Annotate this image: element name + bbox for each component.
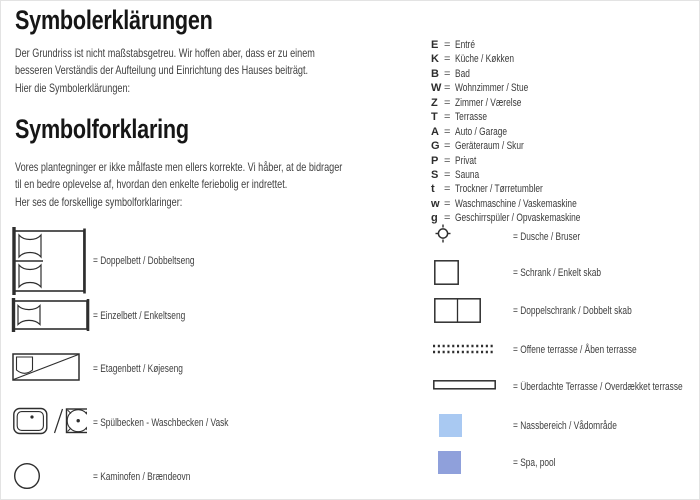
letter-label: Geschirrspüler / Opvaskemaskine [455,212,581,225]
wet-area-swatch [439,414,462,437]
german-title [15,5,262,36]
letter-key: E [431,39,439,51]
letter-label: Waschmaschine / Vaskemaskine [455,197,577,210]
letter-row-entre [431,38,620,52]
german-paragraph [15,45,410,97]
letter-key: T [431,111,438,124]
equals-sign: = [444,125,451,138]
letter-label: Wohnzimmer / Stue [455,82,529,95]
double-bed-label: = Doppelbett / Dobbeltseng [93,255,195,267]
single-bed-icon [11,297,91,333]
letter-label: Privat [455,154,477,167]
letter-label: Terrasse [455,111,488,124]
letter-label: Trockner / Tørretumbler [455,183,543,196]
letter-key: K [431,53,439,66]
letter-label: Auto / Garage [455,125,508,138]
wardrobe-label: = Schrank / Enkelt skab [513,267,602,279]
covered-terrace-icon [433,380,496,390]
german-line-1: Der Grundriss ist nicht maßstabsgetreu. Wir hoffen aber, dass er zu einem [15,46,315,60]
wood-stove-icon [13,462,41,490]
letter-row-trockner [431,182,620,196]
letter-row-waschmaschine [431,197,620,211]
letter-key: G [431,140,440,153]
equals-sign: = [444,39,451,51]
danish-paragraph [15,159,446,211]
letter-row-geschirrspueler [431,211,620,225]
equals-sign: = [444,96,451,109]
equals-sign: = [444,53,451,66]
letter-label: Geräteraum / Skur [455,140,524,153]
equals-sign: = [444,140,451,153]
letter-label: Entré [455,39,475,51]
spa-pool-swatch [438,451,461,474]
letter-key: Z [431,96,438,109]
danish-line-2: til en bedre oplevelse af, hvordan den enkelte feriebolig er indrettet. [15,177,288,192]
letter-row-kueche [431,52,620,66]
letter-key: S [431,168,439,181]
danish-title-text: Symbolforklaring [15,114,189,144]
german-title-text: Symbolerklärungen [15,5,213,35]
double-bed-icon [11,226,87,296]
wood-stove-label: = Kaminofen / Brændeovn [93,471,191,483]
letter-key: W [431,82,442,95]
wardrobe-icon [434,260,459,285]
equals-sign: = [444,82,451,95]
letter-label: Küche / Køkken [455,53,515,66]
letter-key: P [431,154,439,167]
open-terrace-label: = Offene terrasse / Åben terrasse [513,344,637,356]
letter-row-auto [431,125,620,139]
danish-line-1: Vores plantegninger er ikke målfaste men ellers korrekte. Vi håber, at de bidrager [15,160,343,174]
letter-key: A [431,125,439,138]
letter-row-sauna [431,168,620,182]
letter-key: B [431,67,439,80]
covered-terrace-label: = Überdachte Terrasse / Overdækket terrasse [513,381,683,393]
wet-area-label: = Nassbereich / Vådområde [513,420,617,432]
letter-label: Bad [455,67,470,80]
letter-key: g [431,212,438,225]
equals-sign: = [444,212,451,225]
single-bed-label: = Einzelbett / Enkeltseng [93,310,186,322]
letter-legend [431,38,620,226]
equals-sign: = [444,154,451,167]
equals-sign: = [444,183,451,196]
letter-row-bad [431,67,620,81]
shower-label: = Dusche / Bruser [513,231,581,243]
equals-sign: = [444,111,451,124]
spa-pool-label: = Spa, pool [513,457,556,469]
letter-key: t [431,183,435,196]
letter-key: w [431,197,440,210]
double-wardrobe-label: = Doppelschrank / Dobbelt skab [513,305,632,317]
letter-row-privat [431,154,620,168]
open-terrace-icon [433,344,493,354]
german-line-2: besseren Verständis der Aufteilung und Einrichtung des Hauses beiträgt. [15,63,309,78]
sink-label: = Spülbecken - Waschbecken / Vask [93,417,229,429]
german-line-3: Hier die Symbolerklärungen: [15,80,131,95]
shower-icon [435,224,451,243]
danish-line-3: Her ses de forskellige symbolforklaringer: [15,194,183,209]
letter-label: Zimmer / Værelse [455,96,522,109]
sink-icon [13,407,87,435]
letter-row-zimmer [431,96,620,110]
equals-sign: = [444,168,451,181]
bunk-bed-label: = Etagenbett / Køjeseng [93,363,183,375]
letter-row-geraeteraum [431,139,620,153]
letter-row-wohnzimmer [431,81,620,95]
double-wardrobe-icon [434,298,481,323]
danish-title [15,114,232,145]
equals-sign: = [444,67,451,80]
letter-row-terrasse [431,110,620,124]
bunk-bed-icon [12,353,80,381]
equals-sign: = [444,197,451,210]
letter-label: Sauna [455,168,480,181]
